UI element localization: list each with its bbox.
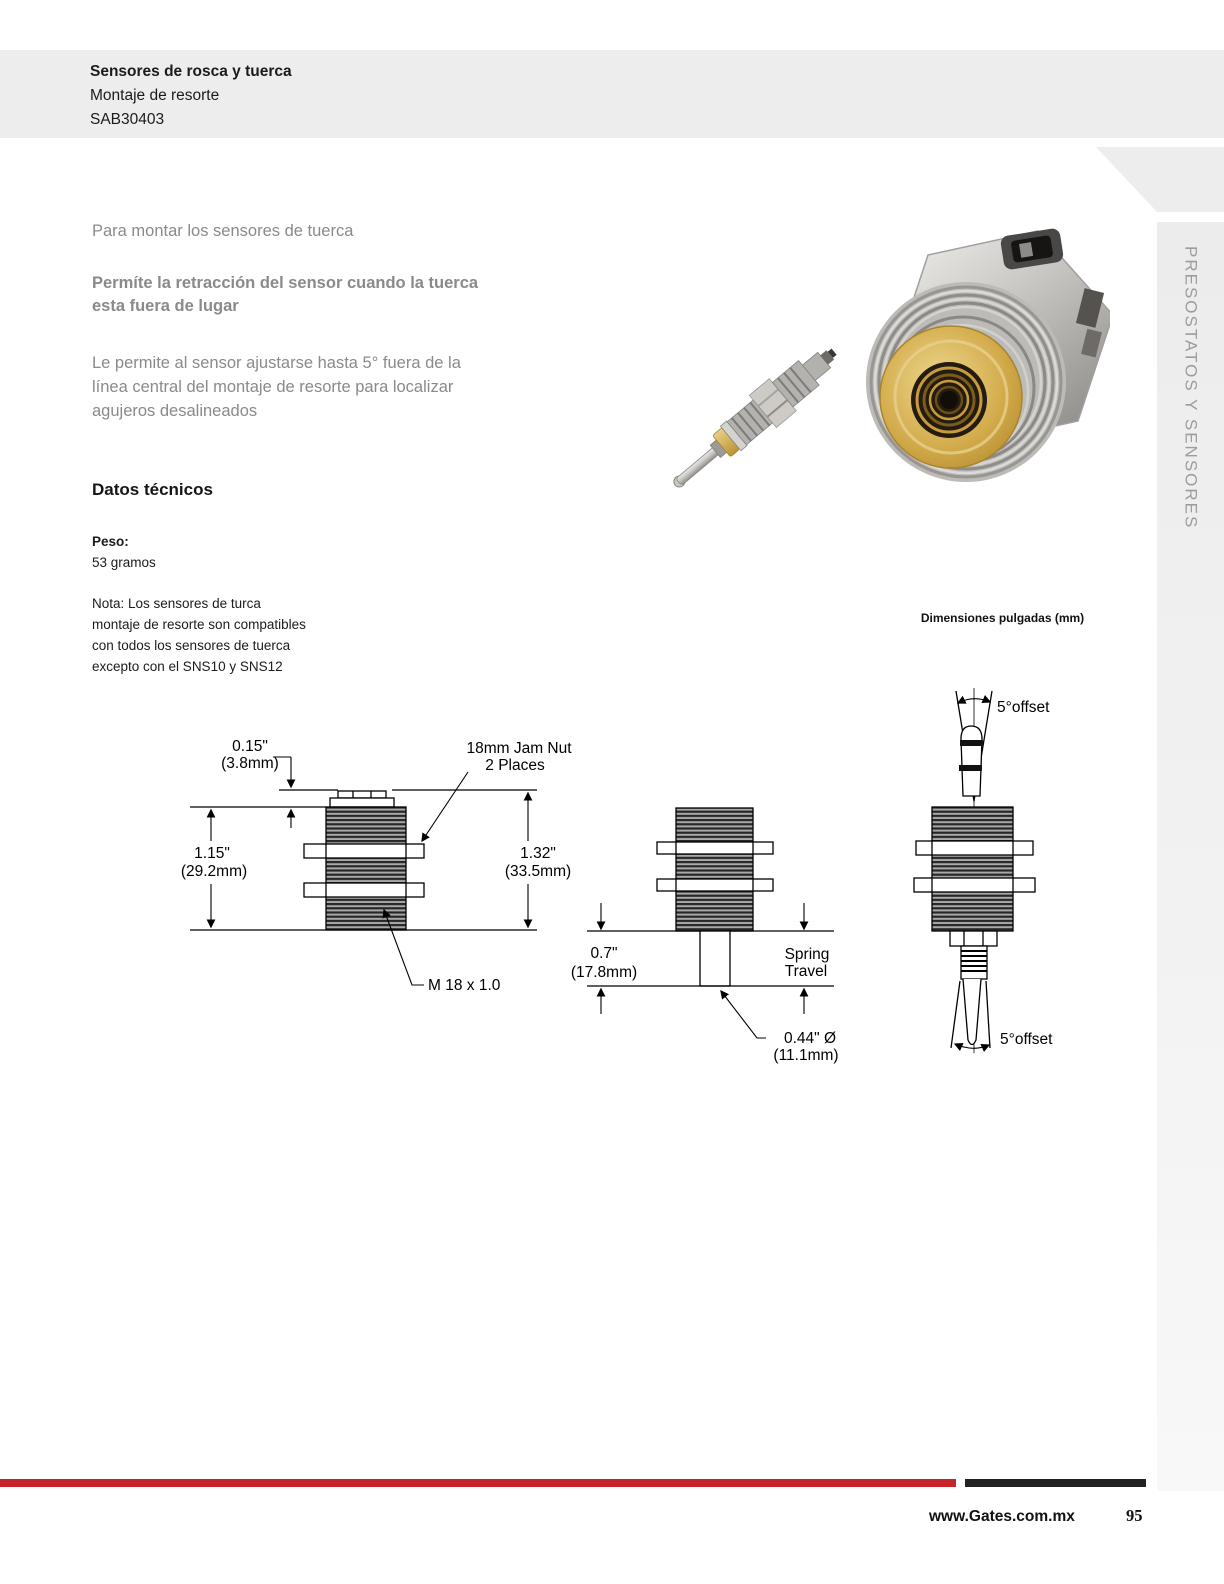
technical-drawings [150,670,1100,1070]
drawing-spring-travel-view [587,808,834,1038]
offset-top-label: 5°offset [997,699,1050,716]
intro-line: Para montar los sensores de tuerca [92,222,354,240]
header-text-block [90,60,292,132]
jam-nut-label-1: 18mm Jam Nut [466,740,572,757]
photo-sensor-side [662,336,848,500]
intro-bold-paragraph [92,272,478,318]
note-line-2: montaje de resorte son compatibles [92,617,306,632]
jam-nut-label-2: 2 Places [485,757,545,774]
offset-bottom-label: 5°offset [1000,1031,1053,1048]
intro-para-line-2: línea central del montaje de resorte para localizar [92,378,454,396]
dim-travel-label: 0.7" [590,945,618,962]
dimensions-caption: Dimensiones pulgadas (mm) [920,611,1085,625]
intro-bold-line-1: Permíte la retracción del sensor cuando la tuerca [92,274,479,292]
dim-total-mm-label: (33.5mm) [504,863,572,880]
dia-mm-label: (11.1mm) [773,1047,839,1064]
footer-website: www.Gates.com.mx [929,1508,1075,1525]
note-line-3: con todos los sensores de tuerca [92,638,291,653]
photo-sensor-front [866,228,1110,482]
product-code: SAB30403 [90,111,165,128]
weight-value: 53 gramos [92,555,156,570]
category-vertical-label: PRESOSTATOS Y SENSORES [1181,246,1201,530]
dim-cap-label: 0.15" [232,738,268,755]
dim-cap-mm-label: (3.8mm) [221,755,279,772]
weight-label: Peso: [92,534,129,549]
category-sidebar-strip [1157,222,1224,1491]
intro-para-line-1: Le permite al sensor ajustarse hasta 5° fuera de la [92,354,461,372]
footer-red-bar [0,1479,956,1487]
intro-bold-line-2: esta fuera de lugar [92,297,239,315]
compatibility-note [92,593,306,677]
dia-label: 0.44" Ø [783,1030,837,1047]
corner-notch-decoration [1096,147,1224,212]
page-subtitle: Montaje de resorte [90,87,220,104]
intro-paragraph [92,351,461,423]
footer-page-number: 95 [1126,1506,1143,1525]
page-title: Sensores de rosca y tuerca [90,63,292,80]
drawing-offset-view [914,688,1035,1053]
dim-travel-mm-label: (17.8mm) [570,964,638,981]
product-photos [640,200,1110,500]
note-line-1: Nota: Los sensores de turca [92,596,261,611]
thread-spec-label: M 18 x 1.0 [428,977,501,994]
spring-label-2: Travel [784,963,828,980]
spring-label-1: Spring [784,946,830,963]
header-band [0,50,1224,138]
dim-body-label: 1.15" [194,845,230,862]
footer-black-bar [965,1479,1146,1487]
dim-total-label: 1.32" [520,845,556,862]
tech-data-heading: Datos técnicos [92,480,213,499]
note-line-4: excepto con el SNS10 y SNS12 [92,659,283,674]
intro-para-line-3: agujeros desalineados [92,402,258,420]
dim-body-mm-label: (29.2mm) [180,863,248,880]
